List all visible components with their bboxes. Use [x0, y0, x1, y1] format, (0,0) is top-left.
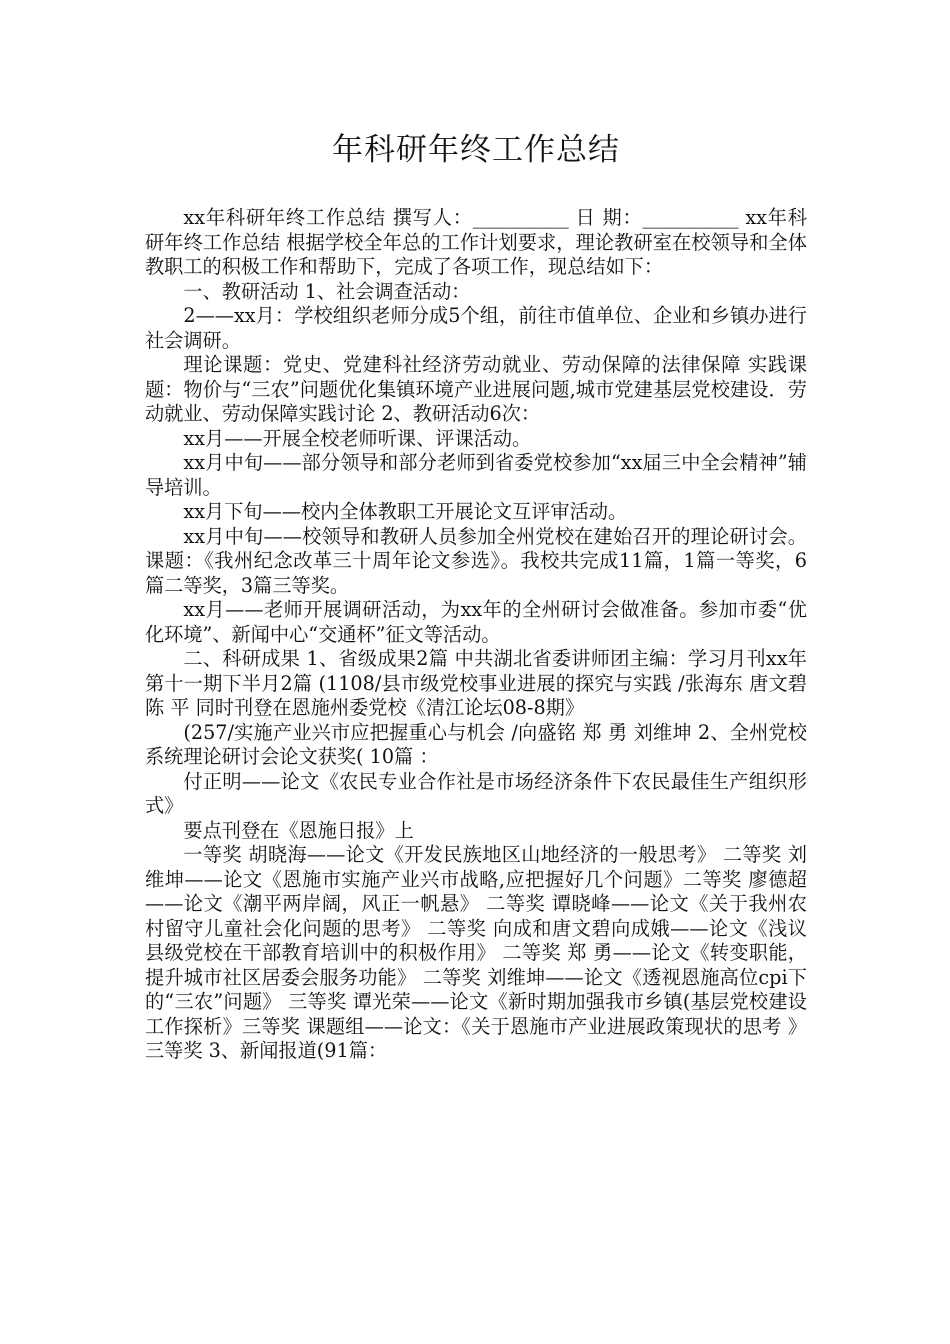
paragraph-activity-4: xx月中旬——校领导和教研人员参加全州党校在建始召开的理论研讨会。课题：《我州纪念改革三十周年论文参选》。我校共完成11篇，1篇一等奖，6篇二等奖，3篇三等奖。: [145, 524, 807, 597]
paragraph-award-list: 一等奖 胡晓海——论文《开发民族地区山地经济的一般思考》 二等奖 刘维坤——论文《恩施市实施产业兴市战略,应把握好几个问题》二等奖 廖德超——论文《潮平两岸阔，风正一帆悬》 二等奖 谭晓峰——论文《关于我州农村留守儿童社会化问题的思考》 二等奖 向成和唐文碧向成娥——论文《浅议县级党校在干部教育培训中的积极作用》 二等奖 郑 勇——论文《转变职能，提升城市社区居委会服务功能》 二等奖 刘维坤——论文《透视恩施高位cpi下的“三农”问题》 三等奖 谭光荣——论文《新时期加强我市乡镇(基层党校建设工作探析》三等奖 课题组——论文：《关于恩施市产业进展政策现状的思考 》 三等奖 3、新闻报道(91篇：: [145, 843, 807, 1062]
paragraph-section-2: 二、科研成果 1、省级成果2篇 中共湖北省委讲师团主编：学习月刊xx年第十一期下半月2篇 (1108/县市级党校事业进展的探究与实践 /张海东 唐文碧 陈 平 同时刊登在恩施州委党校《清江论坛08-8期》: [145, 647, 807, 719]
document-body: [145, 206, 807, 1064]
paragraph-published-note: 要点刊登在《恩施日报》上: [183, 818, 414, 842]
document-page: [145, 120, 807, 1064]
document-title: 年科研年终工作总结: [332, 132, 620, 168]
paragraph-social-survey: 2——xx月：学校组织老师分成5个组，前往市值单位、企业和乡镇办进行社会调研。: [145, 304, 807, 352]
paragraph-intro: xx年科研年终工作总结 撰写人：__________ 日 期：__________ xx年科研年终工作总结 根据学校全年总的工作计划要求，理论教研室在校领导和全体教职工的积极工作和帮助下，完成了各项工作，现总结如下：: [145, 206, 807, 278]
paragraph-activity-1: xx月——开展全校老师听课、评课活动。: [183, 426, 532, 450]
paragraph-activity-5: xx月——老师开展调研活动，为xx年的全州研讨会做准备。参加市委“优化环境”、新闻中心“交通杯”征文等活动。: [145, 598, 807, 646]
paragraph-activity-3: xx月下旬——校内全体教职工开展论文互评审活动。: [183, 500, 628, 523]
paragraph-provincial-results: (257/实施产业兴市应把握重心与机会 /向盛铭 郑 勇 刘维坤 2、全州党校系统理论研讨会论文获奖( 10篇 ：: [145, 720, 807, 768]
paragraph-research-topics: 理论课题：党史、党建科社经济劳动就业、劳动保障的法律保障 实践课题：物价与“三农”问题优化集镇环境产业进展问题,城市党建基层党校建设．劳动就业、劳动保障实践讨论 2、教研活动6次：: [145, 353, 807, 425]
paragraph-award-fu: 付正明——论文《农民专业合作社是市场经济条件下农民最佳生产组织形式》: [145, 769, 807, 817]
paragraph-activity-2: xx月中旬——部分领导和部分老师到省委党校参加“xx届三中全会精神”辅导培训。: [145, 451, 807, 499]
paragraph-section-1-heading: 一、教研活动 1、社会调查活动：: [183, 279, 471, 303]
